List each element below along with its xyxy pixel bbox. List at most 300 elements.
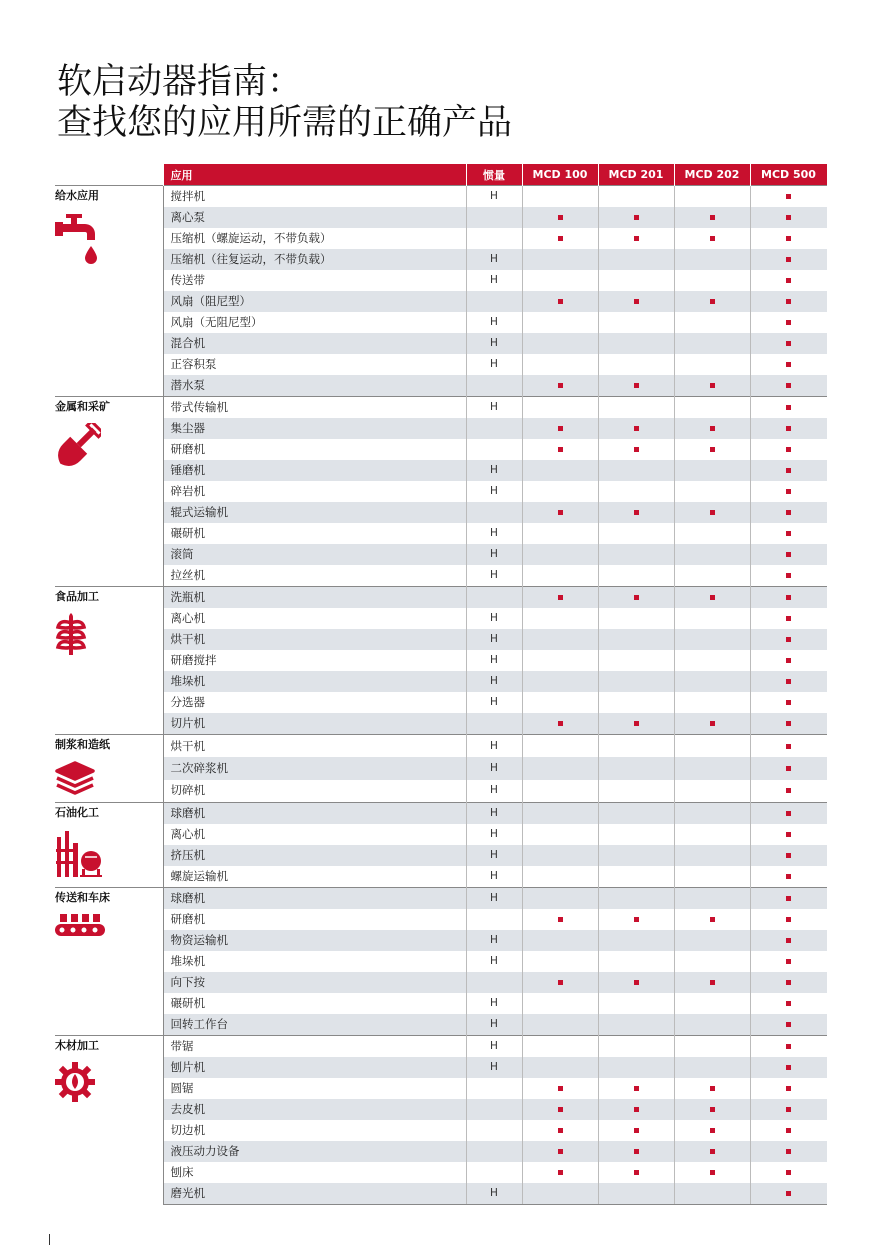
application-name: 分选器 xyxy=(163,692,466,713)
table-row xyxy=(55,692,827,713)
supported-marker xyxy=(558,299,563,304)
supported-marker xyxy=(786,278,791,283)
application-name: 搅拌机 xyxy=(163,186,466,208)
supported-marker xyxy=(558,510,563,515)
supported-marker xyxy=(786,637,791,642)
table-row xyxy=(55,333,827,354)
inertia-value: H xyxy=(466,629,522,650)
application-name: 离心机 xyxy=(163,824,466,845)
supported-marker xyxy=(634,917,639,922)
inertia-value xyxy=(466,1141,522,1162)
mcd-cell xyxy=(598,803,674,825)
supported-marker xyxy=(786,1001,791,1006)
supported-marker xyxy=(786,1191,791,1196)
supported-marker xyxy=(634,721,639,726)
page-title-line1: 软启动器指南： xyxy=(57,62,303,102)
table-row xyxy=(55,824,827,845)
mcd-cell xyxy=(750,824,827,845)
supported-marker xyxy=(786,721,791,726)
mcd-cell xyxy=(674,972,750,993)
mcd-cell xyxy=(522,375,598,397)
mcd-cell xyxy=(750,270,827,291)
inertia-value xyxy=(466,587,522,609)
application-name: 堆垛机 xyxy=(163,951,466,972)
inertia-value xyxy=(466,909,522,930)
supported-marker xyxy=(786,405,791,410)
mcd-cell xyxy=(522,502,598,523)
mcd-cell xyxy=(598,249,674,270)
application-table xyxy=(55,164,828,1205)
mcd-cell xyxy=(750,228,827,249)
supported-marker xyxy=(558,447,563,452)
inertia-value: H xyxy=(466,780,522,803)
category-cell xyxy=(55,587,163,735)
application-name: 洗瓶机 xyxy=(163,587,466,609)
supported-marker xyxy=(634,980,639,985)
mcd-cell xyxy=(674,930,750,951)
application-name: 向下按 xyxy=(163,972,466,993)
mcd-cell xyxy=(598,780,674,803)
header-mcd500: MCD 500 xyxy=(750,164,827,186)
group-3 xyxy=(55,587,827,735)
mcd-cell xyxy=(750,523,827,544)
mcd-cell xyxy=(522,803,598,825)
mcd-cell xyxy=(674,418,750,439)
inertia-value: H xyxy=(466,1057,522,1078)
mcd-cell xyxy=(598,608,674,629)
supported-marker xyxy=(786,658,791,663)
mcd-cell xyxy=(750,186,827,208)
mcd-cell xyxy=(598,972,674,993)
group-7 xyxy=(55,1036,827,1205)
mcd-cell xyxy=(674,692,750,713)
table-row xyxy=(55,207,827,228)
inertia-value: H xyxy=(466,608,522,629)
mcd-cell xyxy=(750,735,827,758)
supported-marker xyxy=(786,468,791,473)
inertia-value: H xyxy=(466,845,522,866)
supported-marker xyxy=(634,447,639,452)
mcd-cell xyxy=(674,544,750,565)
supported-marker xyxy=(786,938,791,943)
application-name: 滚筒 xyxy=(163,544,466,565)
table-row xyxy=(55,1120,827,1141)
mcd-cell xyxy=(750,1183,827,1205)
supported-marker xyxy=(786,194,791,199)
mcd-cell xyxy=(750,249,827,270)
inertia-value: H xyxy=(466,565,522,587)
mcd-cell xyxy=(674,735,750,758)
supported-marker xyxy=(786,811,791,816)
mcd-cell xyxy=(674,186,750,208)
supported-marker xyxy=(786,510,791,515)
mcd-cell xyxy=(750,866,827,888)
mcd-cell xyxy=(674,207,750,228)
mcd-cell xyxy=(750,629,827,650)
mcd-cell xyxy=(598,866,674,888)
mcd-cell xyxy=(674,671,750,692)
mcd-cell xyxy=(598,544,674,565)
supported-marker xyxy=(558,426,563,431)
category-cell xyxy=(55,803,163,888)
category-cell xyxy=(55,186,163,397)
mcd-cell xyxy=(674,523,750,544)
header-row xyxy=(55,164,827,186)
inertia-value xyxy=(466,439,522,460)
mcd-cell xyxy=(598,824,674,845)
supported-marker xyxy=(634,426,639,431)
supported-marker xyxy=(558,1149,563,1154)
inertia-value xyxy=(466,1162,522,1183)
mcd-cell xyxy=(522,523,598,544)
mcd-cell xyxy=(522,186,598,208)
category-name: 给水应用 xyxy=(55,189,99,202)
header-application: 应用 xyxy=(163,164,466,186)
table-row xyxy=(55,888,827,910)
table-row xyxy=(55,460,827,481)
application-name: 离心泵 xyxy=(163,207,466,228)
mcd-cell xyxy=(750,1078,827,1099)
mcd-cell xyxy=(750,713,827,735)
page-title xyxy=(57,62,512,144)
mcd-cell xyxy=(598,439,674,460)
mcd-cell xyxy=(598,333,674,354)
supported-marker xyxy=(786,1170,791,1175)
supported-marker xyxy=(786,383,791,388)
application-name: 切碎机 xyxy=(163,780,466,803)
application-name: 碎岩机 xyxy=(163,481,466,502)
mcd-cell xyxy=(674,291,750,312)
table-row xyxy=(55,1141,827,1162)
mcd-cell xyxy=(750,460,827,481)
supported-marker xyxy=(558,215,563,220)
page-title-line2: 查找您的应用所需的正确产品 xyxy=(57,103,513,143)
mcd-cell xyxy=(598,735,674,758)
mcd-cell xyxy=(750,757,827,779)
mcd-cell xyxy=(522,909,598,930)
supported-marker xyxy=(710,980,715,985)
table-row xyxy=(55,481,827,502)
category-name: 制浆和造纸 xyxy=(55,738,110,751)
mcd-cell xyxy=(522,780,598,803)
mcd-cell xyxy=(750,845,827,866)
application-name: 风扇（阻尼型） xyxy=(163,291,466,312)
mcd-cell xyxy=(674,312,750,333)
inertia-value xyxy=(466,418,522,439)
application-name: 带式传输机 xyxy=(163,397,466,419)
table-row xyxy=(55,1099,827,1120)
supported-marker xyxy=(710,721,715,726)
mcd-cell xyxy=(750,481,827,502)
supported-marker xyxy=(786,299,791,304)
supported-marker xyxy=(634,1149,639,1154)
mcd-cell xyxy=(750,1120,827,1141)
supported-marker xyxy=(710,1086,715,1091)
mcd-cell xyxy=(674,375,750,397)
mcd-cell xyxy=(750,972,827,993)
supported-marker xyxy=(786,1128,791,1133)
mcd-cell xyxy=(674,1014,750,1036)
inertia-value xyxy=(466,291,522,312)
table-row xyxy=(55,608,827,629)
table-row xyxy=(55,565,827,587)
mcd-cell xyxy=(598,186,674,208)
group-6 xyxy=(55,888,827,1036)
mcd-cell xyxy=(674,803,750,825)
mcd-cell xyxy=(598,291,674,312)
mcd-cell xyxy=(522,735,598,758)
supported-marker xyxy=(786,788,791,793)
supported-marker xyxy=(786,1044,791,1049)
mcd-cell xyxy=(750,671,827,692)
mcd-cell xyxy=(598,757,674,779)
inertia-value: H xyxy=(466,1036,522,1058)
table-row xyxy=(55,186,827,208)
saw-blade-icon xyxy=(55,1062,163,1109)
mcd-cell xyxy=(750,418,827,439)
inertia-value: H xyxy=(466,1183,522,1205)
mcd-cell xyxy=(674,866,750,888)
supported-marker xyxy=(710,215,715,220)
inertia-value: H xyxy=(466,930,522,951)
mcd-cell xyxy=(522,270,598,291)
application-name: 磨光机 xyxy=(163,1183,466,1205)
mcd-cell xyxy=(674,951,750,972)
supported-marker xyxy=(786,853,791,858)
mcd-cell xyxy=(522,587,598,609)
mcd-cell xyxy=(522,993,598,1014)
supported-marker xyxy=(558,721,563,726)
inertia-value: H xyxy=(466,866,522,888)
mcd-cell xyxy=(750,375,827,397)
mcd-cell xyxy=(674,845,750,866)
mcd-cell xyxy=(674,1183,750,1205)
inertia-value: H xyxy=(466,481,522,502)
supported-marker xyxy=(710,447,715,452)
table-row xyxy=(55,735,827,758)
inertia-value: H xyxy=(466,735,522,758)
mcd-cell xyxy=(522,1057,598,1078)
mcd-cell xyxy=(674,333,750,354)
application-name: 锤磨机 xyxy=(163,460,466,481)
header-mcd100: MCD 100 xyxy=(522,164,598,186)
mcd-cell xyxy=(750,1036,827,1058)
mcd-cell xyxy=(522,757,598,779)
table-row xyxy=(55,1036,827,1058)
inertia-value: H xyxy=(466,333,522,354)
application-name: 切边机 xyxy=(163,1120,466,1141)
table-row xyxy=(55,951,827,972)
mcd-cell xyxy=(522,312,598,333)
group-4 xyxy=(55,735,827,803)
table-row xyxy=(55,523,827,544)
mcd-cell xyxy=(598,951,674,972)
inertia-value: H xyxy=(466,544,522,565)
mcd-cell xyxy=(598,629,674,650)
group-5 xyxy=(55,803,827,888)
mcd-cell xyxy=(598,228,674,249)
inertia-value: H xyxy=(466,186,522,208)
mcd-cell xyxy=(750,291,827,312)
application-name: 球磨机 xyxy=(163,888,466,910)
table-row xyxy=(55,757,827,779)
table-row xyxy=(55,1014,827,1036)
mcd-cell xyxy=(522,1014,598,1036)
inertia-value: H xyxy=(466,824,522,845)
supported-marker xyxy=(558,1128,563,1133)
mcd-cell xyxy=(674,354,750,375)
inertia-value xyxy=(466,502,522,523)
mcd-cell xyxy=(674,757,750,779)
table-row xyxy=(55,544,827,565)
inertia-value: H xyxy=(466,312,522,333)
refinery-icon xyxy=(55,829,163,884)
application-name: 烘干机 xyxy=(163,735,466,758)
table-row xyxy=(55,291,827,312)
supported-marker xyxy=(786,447,791,452)
supported-marker xyxy=(786,766,791,771)
mcd-cell xyxy=(522,930,598,951)
mcd-cell xyxy=(750,502,827,523)
mcd-cell xyxy=(522,291,598,312)
mcd-cell xyxy=(674,909,750,930)
group-1 xyxy=(55,186,827,397)
mcd-cell xyxy=(598,207,674,228)
inertia-value: H xyxy=(466,523,522,544)
application-name: 研磨机 xyxy=(163,439,466,460)
supported-marker xyxy=(710,1149,715,1154)
application-name: 正容积泵 xyxy=(163,354,466,375)
mcd-cell xyxy=(522,333,598,354)
supported-marker xyxy=(786,917,791,922)
page-corner-mark xyxy=(49,1234,50,1245)
category-name: 石油化工 xyxy=(55,806,99,819)
mcd-cell xyxy=(750,207,827,228)
inertia-value: H xyxy=(466,650,522,671)
header-blank xyxy=(55,164,163,186)
mcd-cell xyxy=(598,993,674,1014)
mcd-cell xyxy=(750,608,827,629)
inertia-value: H xyxy=(466,888,522,910)
inertia-value: H xyxy=(466,951,522,972)
supported-marker xyxy=(710,1107,715,1112)
shovel-icon xyxy=(55,423,163,476)
application-name: 压缩机（螺旋运动，不带负载） xyxy=(163,228,466,249)
supported-marker xyxy=(786,616,791,621)
wheat-icon xyxy=(55,613,163,664)
mcd-cell xyxy=(674,1120,750,1141)
mcd-cell xyxy=(674,1099,750,1120)
supported-marker xyxy=(558,980,563,985)
supported-marker xyxy=(634,215,639,220)
supported-marker xyxy=(634,1107,639,1112)
mcd-cell xyxy=(522,824,598,845)
supported-marker xyxy=(786,679,791,684)
mcd-cell xyxy=(674,713,750,735)
mcd-cell xyxy=(674,587,750,609)
mcd-cell xyxy=(750,650,827,671)
mcd-cell xyxy=(522,629,598,650)
supported-marker xyxy=(558,595,563,600)
mcd-cell xyxy=(750,1162,827,1183)
application-name: 传送带 xyxy=(163,270,466,291)
inertia-value xyxy=(466,207,522,228)
mcd-cell xyxy=(750,1057,827,1078)
mcd-cell xyxy=(598,375,674,397)
mcd-cell xyxy=(598,481,674,502)
supported-marker xyxy=(634,510,639,515)
table-row xyxy=(55,354,827,375)
application-name: 碾研机 xyxy=(163,993,466,1014)
mcd-cell xyxy=(598,1162,674,1183)
table-row xyxy=(55,270,827,291)
mcd-cell xyxy=(598,1183,674,1205)
mcd-cell xyxy=(750,930,827,951)
mcd-cell xyxy=(522,481,598,502)
mcd-cell xyxy=(674,1141,750,1162)
mcd-cell xyxy=(750,780,827,803)
category-cell xyxy=(55,888,163,1036)
mcd-cell xyxy=(750,888,827,910)
mcd-cell xyxy=(674,824,750,845)
application-name: 集尘器 xyxy=(163,418,466,439)
mcd-cell xyxy=(522,228,598,249)
application-name: 液压动力设备 xyxy=(163,1141,466,1162)
supported-marker xyxy=(786,257,791,262)
mcd-cell xyxy=(598,1014,674,1036)
mcd-cell xyxy=(522,397,598,419)
table-row xyxy=(55,439,827,460)
mcd-cell xyxy=(522,608,598,629)
mcd-cell xyxy=(750,803,827,825)
mcd-cell xyxy=(522,972,598,993)
application-name: 挤压机 xyxy=(163,845,466,866)
supported-marker xyxy=(710,299,715,304)
inertia-value xyxy=(466,713,522,735)
supported-marker xyxy=(786,341,791,346)
table-row xyxy=(55,312,827,333)
mcd-cell xyxy=(522,650,598,671)
supported-marker xyxy=(710,236,715,241)
mcd-cell xyxy=(522,460,598,481)
supported-marker xyxy=(786,959,791,964)
mcd-cell xyxy=(522,951,598,972)
application-name: 拉丝机 xyxy=(163,565,466,587)
table-row xyxy=(55,397,827,419)
mcd-cell xyxy=(598,1057,674,1078)
application-name: 研磨搅拌 xyxy=(163,650,466,671)
mcd-cell xyxy=(598,713,674,735)
conveyor-icon xyxy=(55,914,163,947)
supported-marker xyxy=(634,1086,639,1091)
supported-marker xyxy=(786,874,791,879)
table-row xyxy=(55,993,827,1014)
supported-marker xyxy=(710,595,715,600)
mcd-cell xyxy=(598,692,674,713)
supported-marker xyxy=(710,1128,715,1133)
mcd-cell xyxy=(522,1036,598,1058)
header-mcd202: MCD 202 xyxy=(674,164,750,186)
supported-marker xyxy=(710,917,715,922)
table-row xyxy=(55,909,827,930)
mcd-cell xyxy=(750,354,827,375)
table-row xyxy=(55,1078,827,1099)
mcd-cell xyxy=(522,1078,598,1099)
category-name: 食品加工 xyxy=(55,590,99,603)
category-name: 木材加工 xyxy=(55,1039,99,1052)
supported-marker xyxy=(558,383,563,388)
mcd-cell xyxy=(598,312,674,333)
